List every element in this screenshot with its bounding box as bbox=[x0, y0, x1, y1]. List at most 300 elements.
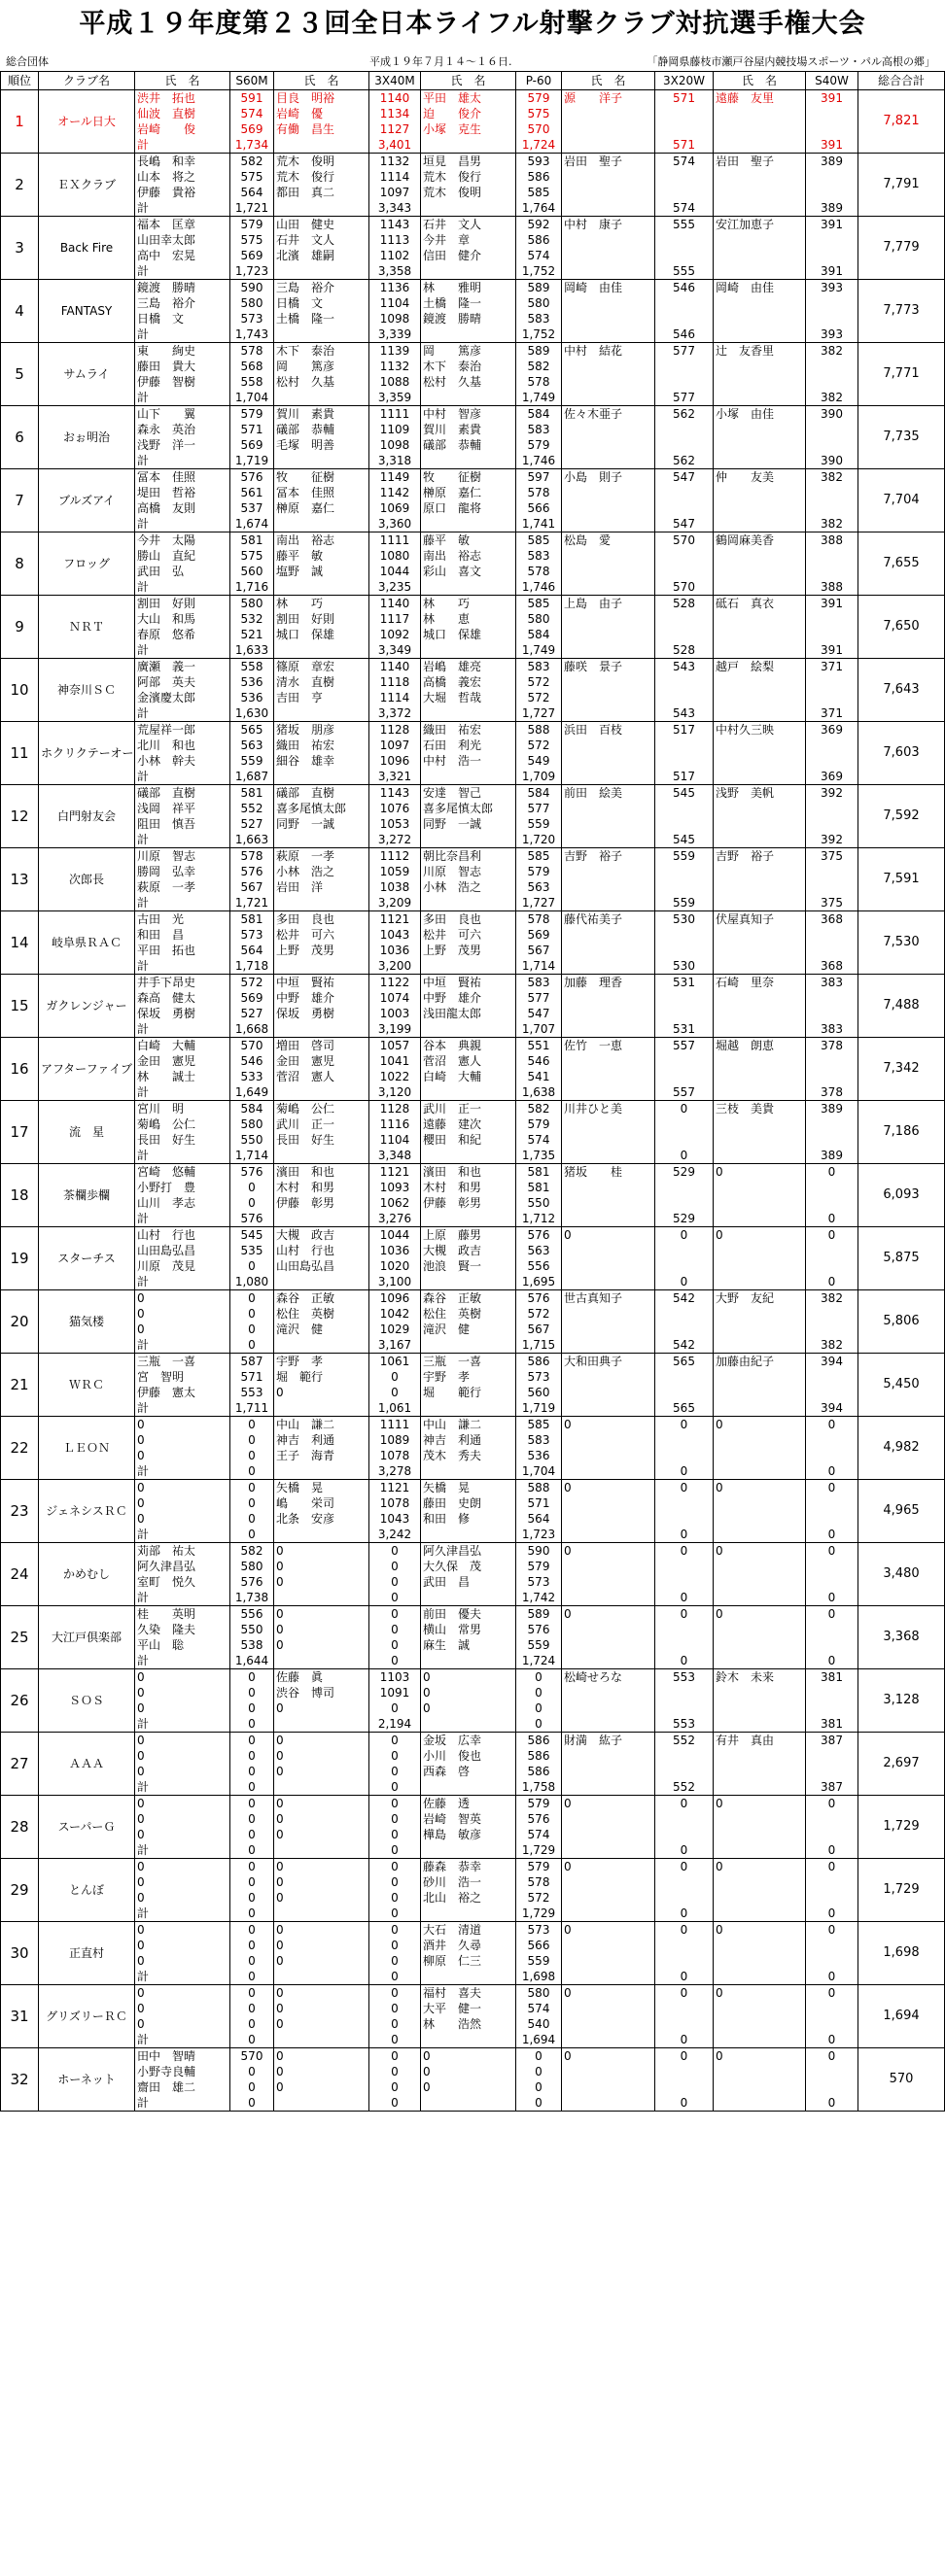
shooter-name-cell: 0 bbox=[274, 1985, 369, 2002]
shooter-name-cell bbox=[421, 895, 516, 911]
shooter-name-cell bbox=[714, 990, 806, 1006]
rank-cell: 24 bbox=[1, 1543, 39, 1606]
shooter-name-cell: 中垣 賢祐 bbox=[421, 975, 516, 991]
score-cell: 3,360 bbox=[369, 516, 421, 532]
score-cell: 394 bbox=[806, 1354, 858, 1370]
score-cell bbox=[655, 1622, 714, 1637]
score-cell: 1096 bbox=[369, 753, 421, 769]
score-cell: 559 bbox=[655, 848, 714, 865]
score-cell: 556 bbox=[230, 1606, 274, 1623]
shooter-name-cell bbox=[274, 1779, 369, 1796]
shooter-name-cell: 大野 友紀 bbox=[714, 1290, 806, 1307]
shooter-name-cell bbox=[714, 579, 806, 596]
score-cell bbox=[655, 627, 714, 642]
shooter-name-cell: 砥石 真衣 bbox=[714, 596, 806, 612]
score-cell: 0 bbox=[230, 1195, 274, 1211]
shooter-name-cell: 冨本 佳照 bbox=[274, 485, 369, 500]
score-cell: 3,100 bbox=[369, 1274, 421, 1290]
score-cell: 1114 bbox=[369, 690, 421, 705]
shooter-name-cell bbox=[562, 1180, 655, 1195]
score-cell: 570 bbox=[230, 2048, 274, 2065]
table-row bbox=[1, 738, 945, 753]
shooter-name-cell: 櫻田 和紀 bbox=[421, 1132, 516, 1148]
shooter-name-cell: 源 洋子 bbox=[562, 90, 655, 107]
score-cell: 533 bbox=[230, 1069, 274, 1084]
shooter-name-cell: 小塚 克生 bbox=[421, 121, 516, 137]
shooter-name-cell bbox=[421, 1590, 516, 1606]
subtitle-bar bbox=[0, 51, 945, 70]
shooter-name-cell: 高中 宏晃 bbox=[135, 248, 230, 263]
shooter-name-cell bbox=[274, 1906, 369, 1922]
score-cell: 559 bbox=[655, 895, 714, 911]
table-row bbox=[1, 1953, 945, 1969]
score-cell: 1097 bbox=[369, 185, 421, 200]
grand-total-cell: 7,643 bbox=[858, 659, 945, 722]
shooter-name-cell bbox=[562, 958, 655, 975]
score-cell bbox=[806, 1685, 858, 1700]
shooter-name-cell bbox=[714, 1748, 806, 1764]
shooter-name-cell: 0 bbox=[274, 1637, 369, 1653]
score-cell: 581 bbox=[230, 785, 274, 802]
score-cell: 0 bbox=[655, 1101, 714, 1117]
score-cell: 560 bbox=[230, 564, 274, 579]
shooter-name-cell bbox=[562, 311, 655, 326]
shooter-name-cell bbox=[562, 832, 655, 848]
table-row bbox=[1, 1322, 945, 1337]
score-cell: 0 bbox=[806, 1985, 858, 2002]
score-cell: 565 bbox=[655, 1354, 714, 1370]
shooter-name-cell: 伏屋真知子 bbox=[714, 911, 806, 928]
score-cell: 546 bbox=[516, 1053, 562, 1069]
shooter-name-cell: 阿久津昌弘 bbox=[421, 1543, 516, 1560]
score-cell bbox=[806, 1700, 858, 1716]
grand-total-cell: 7,530 bbox=[858, 911, 945, 975]
score-cell: 1,061 bbox=[369, 1400, 421, 1417]
shooter-name-cell: 伊藤 彰男 bbox=[274, 1195, 369, 1211]
club-name-cell: 正直村 bbox=[39, 1922, 135, 1985]
shooter-name-cell: 0 bbox=[714, 1480, 806, 1496]
club-total-row bbox=[1, 579, 945, 596]
grand-total-cell: 1,698 bbox=[858, 1922, 945, 1985]
score-cell bbox=[806, 295, 858, 311]
score-cell: 394 bbox=[806, 1400, 858, 1417]
shooter-name-cell bbox=[562, 326, 655, 343]
score-cell bbox=[655, 2016, 714, 2032]
shooter-name-cell bbox=[421, 1274, 516, 1290]
shooter-name-cell: 0 bbox=[274, 1622, 369, 1637]
shooter-name-cell bbox=[562, 801, 655, 816]
shooter-name-cell: 0 bbox=[562, 1417, 655, 1433]
shooter-name-cell bbox=[714, 1463, 806, 1480]
score-cell: 1,720 bbox=[516, 832, 562, 848]
score-cell: 1,724 bbox=[516, 1653, 562, 1669]
total-label: 計 bbox=[135, 516, 230, 532]
shooter-name-cell bbox=[562, 1385, 655, 1400]
shooter-name-cell: 酒井 久尋 bbox=[421, 1938, 516, 1953]
score-cell: 0 bbox=[369, 1653, 421, 1669]
rank-cell: 14 bbox=[1, 911, 39, 975]
club-name-cell: 大江戸倶楽部 bbox=[39, 1606, 135, 1669]
score-cell: 559 bbox=[516, 1953, 562, 1969]
score-cell bbox=[806, 1827, 858, 1842]
shooter-name-cell: 阿部 英夫 bbox=[135, 674, 230, 690]
shooter-name-cell: 冨本 佳照 bbox=[135, 469, 230, 486]
rank-cell: 17 bbox=[1, 1101, 39, 1164]
table-row bbox=[1, 1354, 945, 1370]
score-cell: 3,358 bbox=[369, 263, 421, 280]
shooter-name-cell bbox=[562, 738, 655, 753]
shooter-name-cell: 垣見 昌男 bbox=[421, 154, 516, 170]
score-cell: 589 bbox=[516, 1606, 562, 1623]
score-cell: 564 bbox=[516, 1511, 562, 1527]
table-row bbox=[1, 1495, 945, 1511]
shooter-name-cell: 0 bbox=[135, 1432, 230, 1448]
table-row bbox=[1, 1559, 945, 1574]
shooter-name-cell bbox=[421, 137, 516, 154]
shooter-name-cell bbox=[274, 705, 369, 722]
score-cell: 586 bbox=[516, 1748, 562, 1764]
score-cell: 375 bbox=[806, 895, 858, 911]
shooter-name-cell: 岩崎 優 bbox=[274, 106, 369, 121]
score-cell: 584 bbox=[516, 627, 562, 642]
shooter-name-cell bbox=[421, 2095, 516, 2112]
shooter-name-cell: 細谷 雄幸 bbox=[274, 753, 369, 769]
score-cell bbox=[655, 738, 714, 753]
shooter-name-cell bbox=[274, 1590, 369, 1606]
club-name-cell: かめむし bbox=[39, 1543, 135, 1606]
shooter-name-cell bbox=[714, 326, 806, 343]
shooter-name-cell: 0 bbox=[562, 1796, 655, 1812]
shooter-name-cell bbox=[562, 2032, 655, 2048]
shooter-name-cell: 鏡渡 勝晴 bbox=[135, 280, 230, 296]
score-cell: 0 bbox=[369, 2064, 421, 2079]
shooter-name-cell bbox=[562, 1779, 655, 1796]
shooter-name-cell bbox=[714, 390, 806, 406]
table-row bbox=[1, 2064, 945, 2079]
score-cell bbox=[655, 1953, 714, 1969]
score-cell: 564 bbox=[230, 943, 274, 958]
score-cell: 0 bbox=[369, 2095, 421, 2112]
score-cell bbox=[655, 485, 714, 500]
club-total-row bbox=[1, 1906, 945, 1922]
shooter-name-cell: 白崎 大輔 bbox=[421, 1069, 516, 1084]
total-label: 計 bbox=[135, 326, 230, 343]
shooter-name-cell: 平田 拓也 bbox=[135, 943, 230, 958]
score-cell: 1038 bbox=[369, 879, 421, 895]
shooter-name-cell: 0 bbox=[135, 1859, 230, 1875]
score-cell: 572 bbox=[516, 690, 562, 705]
club-total-row bbox=[1, 1463, 945, 1480]
rank-cell: 19 bbox=[1, 1227, 39, 1290]
shooter-name-cell bbox=[274, 137, 369, 154]
shooter-name-cell: 0 bbox=[562, 1480, 655, 1496]
score-cell: 1057 bbox=[369, 1038, 421, 1054]
score-cell bbox=[655, 1685, 714, 1700]
score-cell: 1043 bbox=[369, 1511, 421, 1527]
rank-cell: 3 bbox=[1, 217, 39, 280]
total-label: 計 bbox=[135, 1211, 230, 1227]
score-cell: 371 bbox=[806, 659, 858, 675]
shooter-name-cell bbox=[714, 1337, 806, 1354]
score-cell bbox=[655, 943, 714, 958]
shooter-name-cell: 中村久三映 bbox=[714, 722, 806, 738]
shooter-name-cell: 谷本 典親 bbox=[421, 1038, 516, 1054]
shooter-name-cell: 松崎せろな bbox=[562, 1669, 655, 1686]
score-cell: 3,199 bbox=[369, 1021, 421, 1038]
score-cell: 0 bbox=[230, 1685, 274, 1700]
score-cell: 536 bbox=[230, 690, 274, 705]
shooter-name-cell bbox=[562, 121, 655, 137]
shooter-name-cell: 桂 英明 bbox=[135, 1606, 230, 1623]
score-cell: 1132 bbox=[369, 359, 421, 374]
shooter-name-cell bbox=[274, 958, 369, 975]
score-cell bbox=[806, 943, 858, 958]
score-cell: 1,704 bbox=[230, 390, 274, 406]
shooter-name-cell bbox=[714, 374, 806, 390]
score-cell: 0 bbox=[806, 1653, 858, 1669]
score-cell: 0 bbox=[369, 1874, 421, 1890]
shooter-name-cell: 佐々木亜子 bbox=[562, 406, 655, 423]
score-cell: 1127 bbox=[369, 121, 421, 137]
score-cell: 1,749 bbox=[516, 642, 562, 659]
grand-total-cell: 4,982 bbox=[858, 1417, 945, 1480]
score-cell bbox=[655, 990, 714, 1006]
shooter-name-cell: 大平 健一 bbox=[421, 2001, 516, 2016]
score-cell: 0 bbox=[655, 2032, 714, 2048]
shooter-name-cell bbox=[562, 1874, 655, 1890]
score-cell: 585 bbox=[516, 596, 562, 612]
score-cell: 1,716 bbox=[230, 579, 274, 596]
score-cell: 578 bbox=[516, 485, 562, 500]
shooter-name-cell: 有働 昌生 bbox=[274, 121, 369, 137]
shooter-name-cell: 0 bbox=[135, 1890, 230, 1906]
shooter-name-cell: 0 bbox=[135, 2001, 230, 2016]
score-cell: 0 bbox=[230, 1432, 274, 1448]
score-cell: 571 bbox=[230, 1369, 274, 1385]
shooter-name-cell: 0 bbox=[562, 1227, 655, 1244]
shooter-name-cell: 南出 裕志 bbox=[274, 532, 369, 549]
score-cell: 1076 bbox=[369, 801, 421, 816]
shooter-name-cell: 川井ひと美 bbox=[562, 1101, 655, 1117]
shooter-name-cell bbox=[562, 1463, 655, 1480]
score-cell bbox=[655, 1448, 714, 1463]
shooter-name-cell bbox=[421, 642, 516, 659]
shooter-name-cell bbox=[562, 705, 655, 722]
score-cell: 555 bbox=[655, 217, 714, 233]
shooter-name-cell: 0 bbox=[135, 1985, 230, 2002]
score-cell bbox=[806, 1322, 858, 1337]
score-cell bbox=[806, 611, 858, 627]
table-row bbox=[1, 280, 945, 296]
score-cell: 576 bbox=[230, 1574, 274, 1590]
score-cell bbox=[806, 627, 858, 642]
score-cell: 1122 bbox=[369, 975, 421, 991]
shooter-name-cell: 小塚 由佳 bbox=[714, 406, 806, 423]
total-label: 計 bbox=[135, 1021, 230, 1038]
shooter-name-cell: 猪坂 朋彦 bbox=[274, 722, 369, 738]
table-row bbox=[1, 343, 945, 360]
shooter-name-cell: 横山 常男 bbox=[421, 1622, 516, 1637]
shooter-name-cell: 小川 俊也 bbox=[421, 1748, 516, 1764]
shooter-name-cell: 大山 和馬 bbox=[135, 611, 230, 627]
table-row bbox=[1, 1369, 945, 1385]
score-cell: 0 bbox=[369, 1938, 421, 1953]
total-label: 計 bbox=[135, 642, 230, 659]
shooter-name-cell bbox=[562, 137, 655, 154]
shooter-name-cell: 仲 友美 bbox=[714, 469, 806, 486]
score-cell: 586 bbox=[516, 1354, 562, 1370]
shooter-name-cell bbox=[714, 200, 806, 217]
shooter-name-cell bbox=[714, 564, 806, 579]
shooter-name-cell bbox=[421, 1021, 516, 1038]
table-row bbox=[1, 374, 945, 390]
score-cell bbox=[655, 1069, 714, 1084]
score-cell: 1074 bbox=[369, 990, 421, 1006]
score-cell bbox=[655, 500, 714, 516]
score-cell bbox=[806, 548, 858, 564]
score-cell: 1128 bbox=[369, 1101, 421, 1117]
shooter-name-cell bbox=[714, 1842, 806, 1859]
shooter-name-cell bbox=[714, 311, 806, 326]
score-cell bbox=[655, 359, 714, 374]
score-cell: 521 bbox=[230, 627, 274, 642]
score-cell: 0 bbox=[369, 1622, 421, 1637]
shooter-name-cell: 安江加恵子 bbox=[714, 217, 806, 233]
shooter-name-cell bbox=[714, 1685, 806, 1700]
score-cell: 1143 bbox=[369, 785, 421, 802]
shooter-name-cell bbox=[421, 958, 516, 975]
score-cell: 0 bbox=[516, 2064, 562, 2079]
table-row bbox=[1, 690, 945, 705]
score-cell: 1080 bbox=[369, 548, 421, 564]
score-cell bbox=[806, 1432, 858, 1448]
shooter-name-cell: 0 bbox=[421, 1685, 516, 1700]
shooter-name-cell: 0 bbox=[135, 1480, 230, 1496]
shooter-name-cell bbox=[714, 1148, 806, 1164]
shooter-name-cell: 三瓶 一喜 bbox=[135, 1354, 230, 1370]
score-cell: 3,272 bbox=[369, 832, 421, 848]
score-cell: 0 bbox=[806, 1906, 858, 1922]
grand-total-cell: 7,735 bbox=[858, 406, 945, 469]
score-cell: 0 bbox=[806, 1606, 858, 1623]
shooter-name-cell: 松島 愛 bbox=[562, 532, 655, 549]
shooter-name-cell: 菊嶋 公仁 bbox=[274, 1101, 369, 1117]
score-cell: 0 bbox=[369, 1779, 421, 1796]
score-cell: 583 bbox=[516, 659, 562, 675]
score-cell: 1104 bbox=[369, 295, 421, 311]
score-cell: 0 bbox=[230, 2001, 274, 2016]
shooter-name-cell bbox=[562, 248, 655, 263]
score-cell bbox=[655, 753, 714, 769]
score-cell: 543 bbox=[655, 705, 714, 722]
shooter-name-cell bbox=[274, 1716, 369, 1733]
score-cell: 0 bbox=[369, 1985, 421, 2002]
score-cell: 1102 bbox=[369, 248, 421, 263]
table-row bbox=[1, 1417, 945, 1433]
score-cell: 571 bbox=[655, 90, 714, 107]
shooter-name-cell: 北川 和也 bbox=[135, 738, 230, 753]
rank-cell: 27 bbox=[1, 1733, 39, 1796]
shooter-name-cell: 三島 裕介 bbox=[274, 280, 369, 296]
shooter-name-cell: 浜田 百枝 bbox=[562, 722, 655, 738]
score-cell bbox=[806, 1132, 858, 1148]
table-row bbox=[1, 990, 945, 1006]
shooter-name-cell: 森高 健太 bbox=[135, 990, 230, 1006]
score-cell: 569 bbox=[230, 990, 274, 1006]
score-cell: 1104 bbox=[369, 1132, 421, 1148]
shooter-name-cell: 浅田龍太郎 bbox=[421, 1006, 516, 1021]
table-row bbox=[1, 532, 945, 549]
shooter-name-cell bbox=[274, 263, 369, 280]
shooter-name-cell bbox=[562, 1890, 655, 1906]
shooter-name-cell: 0 bbox=[135, 1811, 230, 1827]
score-cell: 583 bbox=[516, 422, 562, 437]
score-cell bbox=[655, 1116, 714, 1132]
shooter-name-cell bbox=[421, 1148, 516, 1164]
shooter-name-cell: 牧 征樹 bbox=[274, 469, 369, 486]
score-cell bbox=[806, 1764, 858, 1779]
shooter-name-cell: 0 bbox=[135, 1953, 230, 1969]
score-cell: 0 bbox=[230, 1827, 274, 1842]
shooter-name-cell: 0 bbox=[274, 1827, 369, 1842]
shooter-name-cell: 長田 好生 bbox=[274, 1132, 369, 1148]
shooter-name-cell: 0 bbox=[274, 1574, 369, 1590]
score-cell: 542 bbox=[655, 1337, 714, 1354]
shooter-name-cell bbox=[714, 1890, 806, 1906]
shooter-name-cell: 岡崎 由佳 bbox=[562, 280, 655, 296]
club-total-row bbox=[1, 705, 945, 722]
rank-cell: 12 bbox=[1, 785, 39, 848]
shooter-name-cell: 宮 智明 bbox=[135, 1369, 230, 1385]
shooter-name-cell: 0 bbox=[421, 2048, 516, 2065]
shooter-name-cell bbox=[714, 1385, 806, 1400]
score-cell: 572 bbox=[230, 975, 274, 991]
score-cell: 368 bbox=[806, 911, 858, 928]
score-cell: 0 bbox=[230, 1448, 274, 1463]
grand-total-cell: 1,694 bbox=[858, 1985, 945, 2048]
shooter-name-cell bbox=[714, 1258, 806, 1274]
score-cell: 1,719 bbox=[230, 453, 274, 469]
club-total-row bbox=[1, 390, 945, 406]
shooter-name-cell: 0 bbox=[274, 1543, 369, 1560]
table-row bbox=[1, 1290, 945, 1307]
shooter-name-cell: 山村 行也 bbox=[135, 1227, 230, 1244]
shooter-name-cell: 三瓶 一喜 bbox=[421, 1354, 516, 1370]
shooter-name-cell bbox=[562, 1337, 655, 1354]
score-cell: 570 bbox=[516, 121, 562, 137]
score-cell: 570 bbox=[655, 579, 714, 596]
table-row bbox=[1, 121, 945, 137]
shooter-name-cell bbox=[421, 769, 516, 785]
shooter-name-cell bbox=[562, 485, 655, 500]
score-cell: 0 bbox=[369, 2048, 421, 2065]
table-row bbox=[1, 1511, 945, 1527]
shooter-name-cell bbox=[714, 738, 806, 753]
shooter-name-cell: 三島 裕介 bbox=[135, 295, 230, 311]
score-cell: 390 bbox=[806, 406, 858, 423]
shooter-name-cell bbox=[562, 437, 655, 453]
shooter-name-cell bbox=[562, 295, 655, 311]
shooter-name-cell bbox=[421, 1779, 516, 1796]
shooter-name-cell bbox=[562, 943, 655, 958]
shooter-name-cell bbox=[421, 390, 516, 406]
score-cell: 576 bbox=[516, 1290, 562, 1307]
table-row bbox=[1, 1195, 945, 1211]
shooter-name-cell: 朝比奈昌利 bbox=[421, 848, 516, 865]
club-total-row bbox=[1, 958, 945, 975]
club-name-cell: オール日大 bbox=[39, 90, 135, 154]
total-label: 計 bbox=[135, 705, 230, 722]
